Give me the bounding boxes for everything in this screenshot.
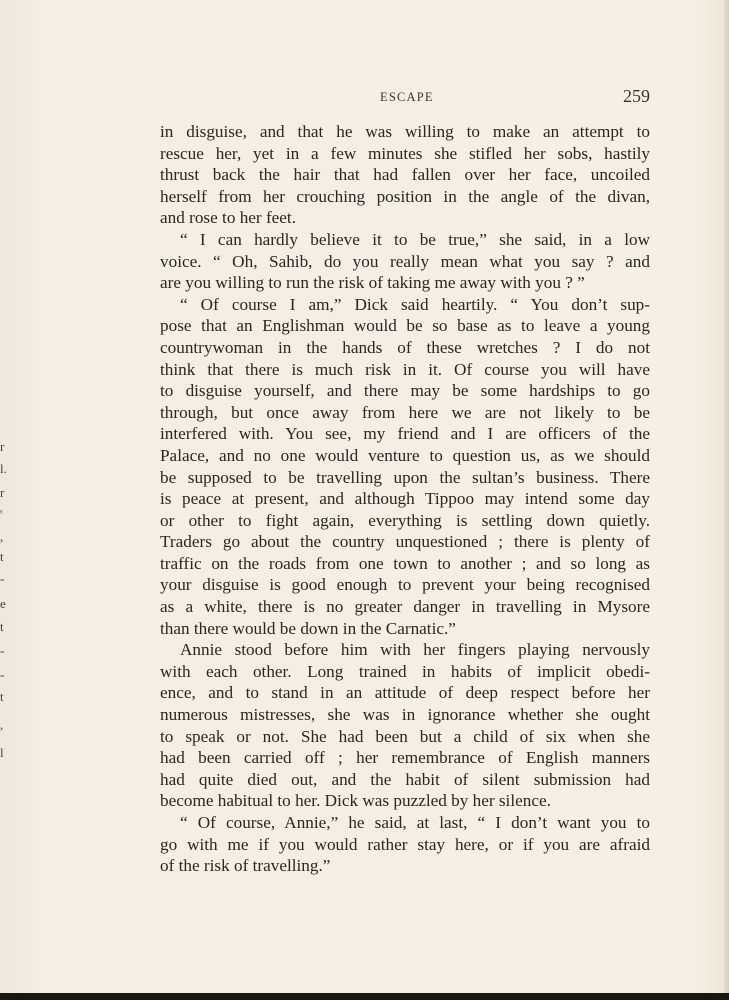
gutter-mark: l. [0, 461, 7, 476]
gutter-mark: t [0, 549, 4, 564]
text-line: “ I can hardly believe it to be true,” she said, in a low [180, 229, 650, 249]
text-line: “ Of course, Annie,” he said, at last, “ I don’t want you to [180, 813, 650, 832]
text-line: to speak or not. She had been but a child of six when she [160, 726, 650, 746]
text-line: pose that an Englishman would be so base as to leave a young [160, 316, 650, 336]
page-number: 259 [623, 86, 650, 106]
text-line: be supposed to be travelling upon the sultan’s business. There [160, 467, 650, 487]
bottom-scan-edge [0, 993, 729, 1000]
text-line: traffic on the roads from one town to another ; and so long as [160, 553, 650, 573]
text-line: become habitual to her. Dick was puzzled by her silence. [160, 791, 551, 811]
text-line: your disguise is good enough to prevent your being recognised [160, 575, 650, 595]
text-line: Palace, and no one would venture to question us, as we should [160, 445, 650, 465]
text-line: is peace at present, and although Tippoo may intend some day [160, 489, 650, 509]
text-line: “ Of course I am,” Dick said heartily. “ You don’t sup- [180, 294, 650, 314]
text-line: ence, and to stand in an attitude of deep respect before her [160, 683, 650, 703]
text-line: voice. “ Oh, Sahib, do you really mean what you say ? and [160, 251, 650, 271]
text-line: go with me if you would rather stay here, or if you are afraid [160, 834, 650, 854]
text-line: and rose to her feet. [160, 208, 297, 228]
text-line: are you willing to run the risk of taking me away with you ? ” [160, 273, 585, 293]
text-line: with each other. Long trained in habits of implicit obedi- [160, 661, 650, 681]
text-line: think that there is much risk in it. Of course you will have [160, 359, 650, 379]
gutter-mark: - [0, 643, 5, 658]
right-page-edge [724, 0, 729, 993]
text-line: interfered with. You see, my friend and I are officers of the [160, 424, 650, 444]
gutter-mark: - [0, 667, 5, 682]
gutter-mark: , [0, 529, 4, 544]
text-line: of the risk of travelling.” [160, 856, 331, 876]
gutter-mark: , [0, 717, 4, 732]
text-line: or other to fight again, everything is settling down quietly. [160, 510, 650, 530]
text-line: numerous mistresses, she was in ignorance whether she ought [160, 705, 650, 725]
gutter-mark: l [0, 745, 4, 760]
text-line: through, but once away from here we are not likely to be [160, 402, 650, 422]
text-line: rescue her, yet in a few minutes she stifled her sobs, hastily [160, 143, 650, 163]
gutter-mark: e [0, 596, 6, 611]
gutter-mark: t [0, 619, 4, 634]
gutter-mark: - [0, 571, 5, 586]
running-head: ESCAPE [380, 90, 434, 104]
text-line: to disguise yourself, and there may be some hardships to go [160, 381, 650, 401]
text-line: Annie stood before him with her fingers playing nervously [180, 640, 650, 660]
text-line: thrust back the hair that had fallen over her face, uncoiled [160, 165, 650, 185]
body-text [160, 121, 650, 877]
gutter-mark: ' [0, 507, 3, 522]
text-line: herself from her crouching position in the angle of the divan, [160, 186, 650, 206]
text-line: Traders go about the country unquestioned ; there is plenty of [160, 532, 650, 552]
gutter-mark: r [0, 485, 5, 500]
text-line: countrywoman in the hands of these wretches ? I do not [160, 337, 650, 357]
text-line: had quite died out, and the habit of silent submission had [160, 769, 650, 789]
text-line: than there would be down in the Carnatic.” [160, 618, 456, 638]
gutter-mark: r [0, 439, 5, 454]
gutter-mark: t [0, 689, 4, 704]
page-header [160, 86, 650, 106]
text-line: had been carried off ; her remembrance of English manners [160, 748, 650, 768]
text-line: as a white, there is no greater danger in travelling in Mysore [160, 597, 650, 617]
text-line: in disguise, and that he was willing to make an attempt to [160, 122, 650, 141]
